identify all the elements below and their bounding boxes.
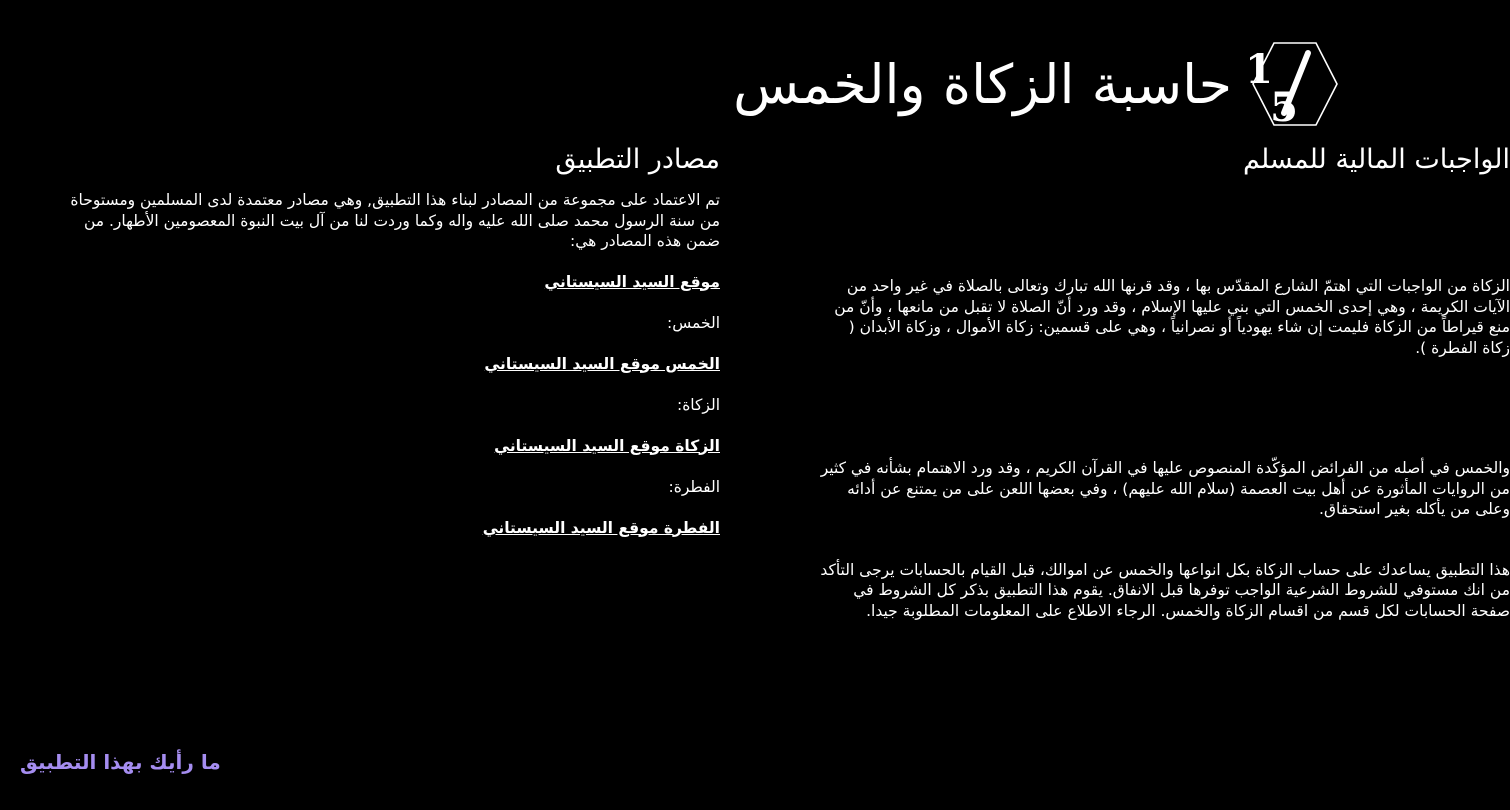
khums-paragraph: والخمس في أصله من الفرائض المؤكّدة المنصوص عليها في القرآن الكريم ، وقد ورد الاهتمام بشأنه في كثير من الروايات المأثورة عن أهل بيت العصمة (سلام الله عليهم) ، وفي بعضها اللعن على من يمتنع عن أدائه وعلى من يأكله بغير استحقاق. <box>820 459 1510 518</box>
feedback-link[interactable]: ما رأيك بهذا التطبيق <box>20 750 221 774</box>
section-heading-sources: مصادر التطبيق <box>555 144 720 175</box>
sources-intro-text: تم الاعتماد على مجموعة من المصادر لبناء هذا التطبيق, وهي مصادر معتمدة لدى المسلمين ومستوحاة من سنة الرسول محمد صلى الله عليه واله وكما وردت لنا من آل بيت النبوة المعصومين الأطهار. من ضمن هذه المصادر هي: <box>70 191 720 250</box>
fitra-label: الفطرة: <box>668 477 720 496</box>
financial-duties-section <box>820 140 1510 621</box>
svg-text:1: 1 <box>1245 46 1273 93</box>
app-title: حاسبة الزكاة والخمس <box>733 53 1232 116</box>
app-header <box>733 34 1340 134</box>
app-sources-section <box>50 140 720 559</box>
app-description-paragraph: هذا التطبيق يساعدك على حساب الزكاة بكل انواعها والخمس عن اموالك، قبل القيام بالحسابات يرجى التأكد من انك مستوفي للشروط الشرعية الواجب توفرها قبل الانفاق. يقوم هذا التطبيق بذكر كل الشروط في صفحة الحسابات لكل قسم من اقسام الزكاة والخمس. الرجاء الاطلاع على المعلومات المطلوبة جيدا. <box>820 560 1510 620</box>
fitra-sistani-link[interactable]: الفطرة موقع السيد السيستاني <box>482 518 720 537</box>
zakat-sistani-link[interactable]: الزكاة موقع السيد السيستاني <box>494 436 720 455</box>
source-row-khums <box>50 354 720 375</box>
source-row-zakat <box>50 436 720 457</box>
hexagon-one-fifth-icon <box>1245 39 1340 131</box>
zakat-label: الزكاة: <box>676 395 720 414</box>
sistani-site-link[interactable]: موقع السيد السيستاني <box>544 272 720 291</box>
source-row-main <box>50 272 720 293</box>
khums-sistani-link[interactable]: الخمس موقع السيد السيستاني <box>484 354 720 373</box>
zakat-paragraph: الزكاة من الواجبات التي اهتمّ الشارع المقدّس بها ، وقد قرنها الله تبارك وتعالى بالصلاة في غير واحد من الآيات الكريمة ، وهي إحدى الخمس التي بني عليها الإسلام ، وقد ورد أنّ الصلاة لا تقبل من مانعها ، وأنّ من منع قيراطاً من الزكاة فليمت إن شاء يهودياً أو نصرانياً ، وهي على قسمين: زكاة الأموال ، وزكاة الأبدان ( زكاة الفطرة ). <box>834 277 1510 357</box>
svg-text:5: 5 <box>1270 84 1298 131</box>
khums-label: الخمس: <box>667 313 720 332</box>
section-heading-financial-duties: الواجبات المالية للمسلم <box>1242 144 1510 175</box>
source-row-fitra <box>50 518 720 539</box>
